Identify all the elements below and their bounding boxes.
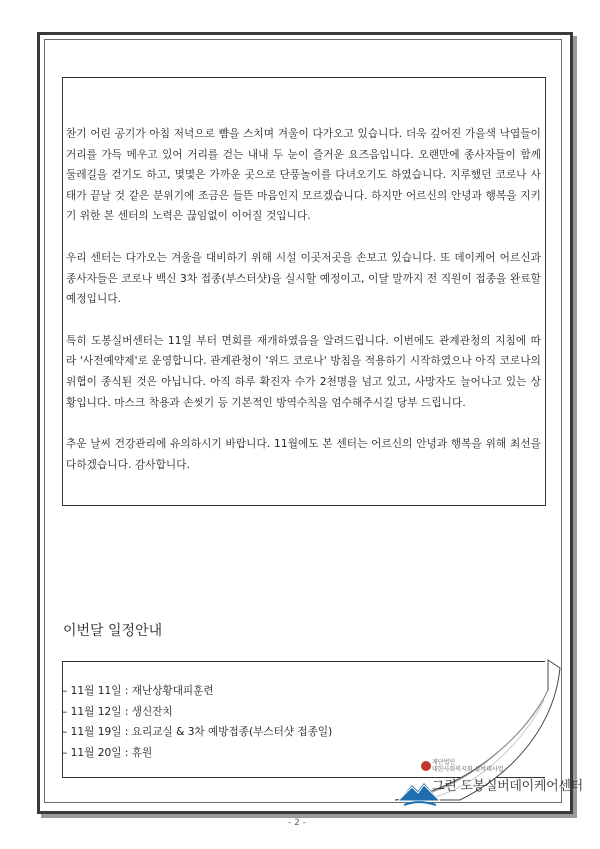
schedule-item: – 11월 20일 : 휴원 (62, 746, 153, 759)
letter-paragraph-3: 특히 도봉실버센터는 11일 부터 면회를 재개하였음을 알려드립니다. 이번에도 관계관청의 지침에 따라 '사전예약제'로 운영합니다. 관계관청이 '위드 코로나' 방침을 적용하기 시작하였으나 아직 코로나의 위협이 종식된 것은 아닙니다. 아직 하루 확진자 수가 2천명을 넘고 있고, 사망자도 늘어나고 있는 상황입니다. 마스크 착용과 손씻기 등 기본적인 방역수칙을 엄수해주시길 당부 드립니다. (66, 334, 541, 409)
logo-subtitle-line1: 재단법인 (432, 759, 456, 766)
logo-name: 그린 도봉실버데이케어센터 (432, 779, 583, 794)
schedule-item: – 11월 12일 : 생신잔치 (62, 705, 173, 718)
letter-paragraph-4: 추운 날씨 건강관리에 유의하시기 바랍니다. 11월에도 본 센터는 어르신의 안녕과 행복을 위해 최선을 다하겠습니다. 감사합니다. (66, 438, 541, 471)
logo-subtitle-line2: 대한사회복지회 실버대사업 (432, 766, 504, 773)
letter-paragraph-1: 찬기 어린 공기가 아침 저녁으로 뺨을 스치며 겨울이 다가오고 있습니다. 더욱 깊어진 가을색 낙엽들이 거리를 가득 메우고 있어 거리를 걷는 내내 두 눈이 즐거운 요즈음입니다. 오랜만에 종사자들이 함께 둘레길을 걷기도 하고, 몇몇은 가까운 곳으로 단풍놀이를 다녀오기도 하였습니다. 지루했던 코로나 사태가 끝날 것 같은 분위기에 조금은 들뜬 마음인지 모르겠습니다. 하지만 어르신의 안녕과 행복을 지키기 위한 본 센터의 노력은 끊임없이 이어질 것입니다. (66, 128, 541, 223)
emblem-icon (421, 761, 431, 771)
schedule-title: 이번달 일정안내 (63, 623, 163, 639)
page-number: - 2 - (288, 818, 306, 828)
letter-paragraph-2: 우리 센터는 다가오는 겨울을 대비하기 위해 시설 이곳저곳을 손보고 있습니다. 또 데이케어 어르신과 종사자들은 코로나 백신 3차 접종(부스터샷)을 실시할 예정이고, 이달 말까지 전 직원이 접종을 완료할 예정입니다. (66, 251, 541, 306)
logo-subtitle (432, 759, 503, 773)
schedule-item: – 11월 11일 : 재난상황대피훈련 (62, 685, 214, 697)
schedule-item: – 11월 19일 : 요리교실 & 3차 예방접종(부스터샷 접종일) (62, 726, 333, 738)
